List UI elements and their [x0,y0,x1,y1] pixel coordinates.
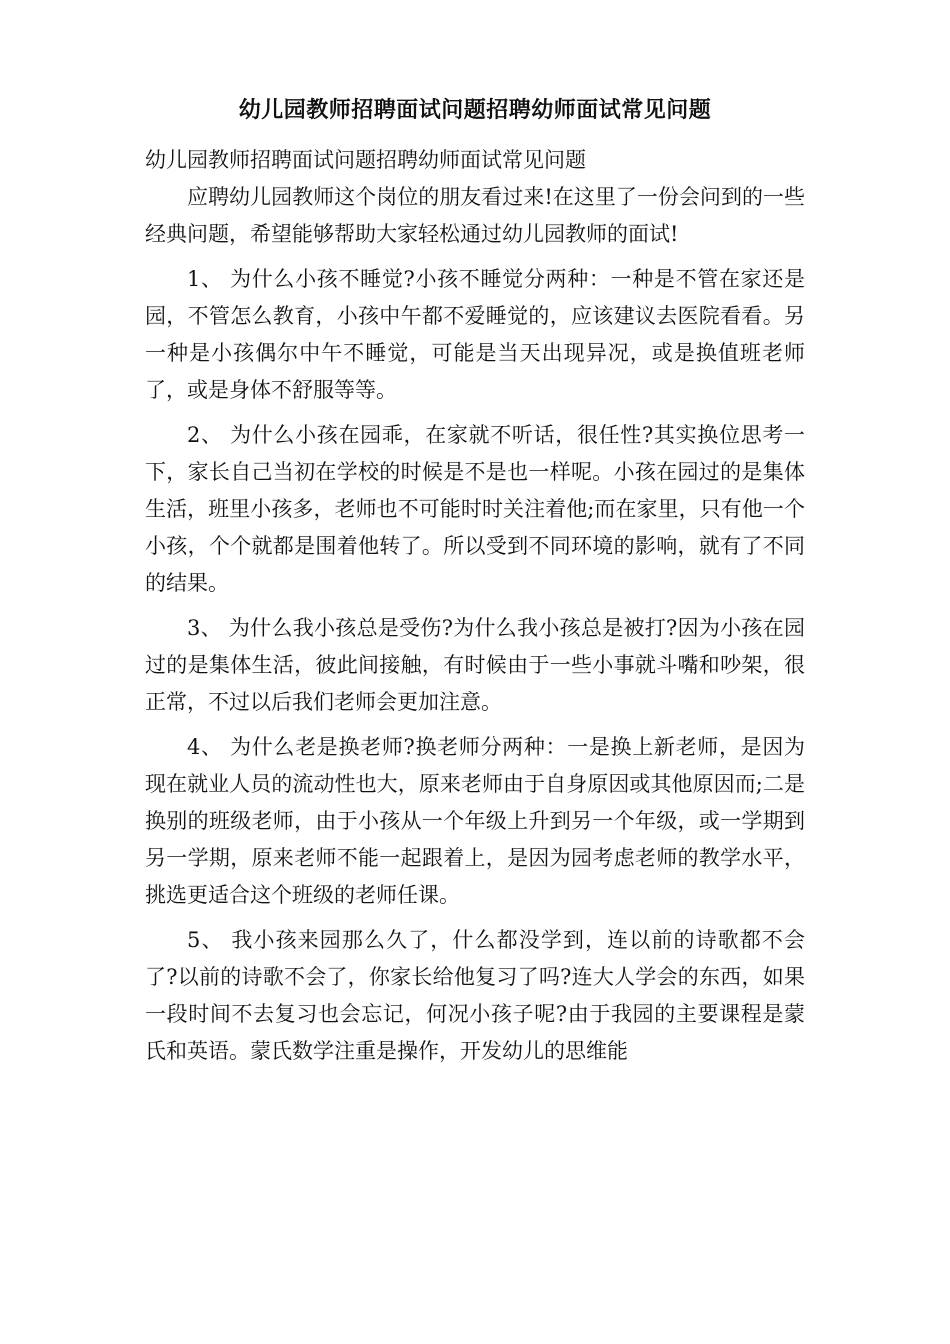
document-title: 幼儿园教师招聘面试问题招聘幼师面试常见问题 [238,97,712,123]
document-subtitle: 幼儿园教师招聘面试问题招聘幼师面试常见问题 [145,148,586,172]
question-item-5: 5、 我小孩来园那么久了，什么都没学到，连以前的诗歌都不会了?以前的诗歌不会了，你家长给他复习了吗?连大人学会的东西，如果一段时间不去复习也会忘记，何况小孩子呢?由于我园的主要课程是蒙氏和英语。蒙氏数学注重是操作，开发幼儿的思维能 [145,928,805,1063]
question-item-3: 3、 为什么我小孩总是受伤?为什么我小孩总是被打?因为小孩在园过的是集体生活，彼此间接触，有时候由于一些小事就斗嘴和吵架，很正常，不过以后我们老师会更加注意。 [145,616,805,714]
intro-paragraph: 应聘幼儿园教师这个岗位的朋友看过来!在这里了一份会问到的一些经典问题，希望能够帮助大家轻松通过幼儿园教师的面试! [145,185,805,246]
question-item-1: 1、 为什么小孩不睡觉?小孩不睡觉分两种：一种是不管在家还是园，不管怎么教育，小孩中午都不爱睡觉的，应该建议去医院看看。另一种是小孩偶尔中午不睡觉，可能是当天出现异况，或是换值班老师了，或是身体不舒服等等。 [145,267,805,402]
question-item-2: 2、 为什么小孩在园乖，在家就不听话，很任性?其实换位思考一下，家长自己当初在学校的时候是不是也一样呢。小孩在园过的是集体生活，班里小孩多，老师也不可能时时关注着他;而在家里，只有他一个小孩，个个就都是围着他转了。所以受到不同环境的影响，就有了不同的结果。 [145,423,805,595]
question-item-4: 4、 为什么老是换老师?换老师分两种：一是换上新老师，是因为现在就业人员的流动性也大，原来老师由于自身原因或其他原因而;二是换别的班级老师，由于小孩从一个年级上升到另一个年级，或一学期到另一学期，原来老师不能一起跟着上，是因为园考虑老师的教学水平，挑选更适合这个班级的老师任课。 [145,735,805,907]
document-body [145,142,805,1070]
